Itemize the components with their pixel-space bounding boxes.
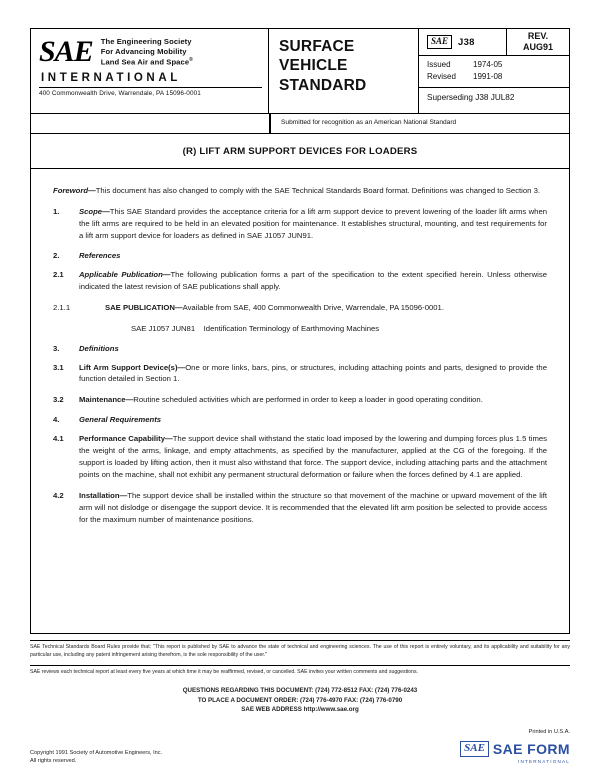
section-2-1-label: Applicable Publication— — [79, 269, 171, 279]
section-3-1-text: One or more links, bars, pins, or structures, including attaching points and parts, designed to provide the function detailed in Section 1. — [79, 362, 547, 384]
section-2-heading — [53, 251, 547, 260]
header-logo-block — [31, 29, 269, 113]
footer-disclaimer-2: SAE reviews each technical report at least every five years at which time it may be reaffirmed, revised, or cancelled. SAE invites your written comments and suggestions. — [30, 668, 418, 675]
section-2-number: 2. — [53, 250, 60, 260]
printed-in: Printed in U.S.A. — [528, 729, 570, 736]
section-3-2-number: 3.2 — [53, 395, 64, 405]
submitted-divider — [269, 114, 271, 133]
section-3-1-label: Lift Arm Support Device(s)— — [79, 362, 186, 372]
section-4-1-text: The support device shall withstand the static load imposed by the lowering and dumping forces plus 1.5 times the weight of the arms, linkage, and empty attachments, as specified by the manufacturer, applied at the CG of the foregoing. If the support is loaded by lifting action, then it must also withstand that force. The support device, including attaching parts and the attachment points on the machine, shall not exhibit any permanent structural deformation or failure when the forces defined by 4.1 are applied. — [79, 434, 547, 480]
section-3-2-text: Routine scheduled activities which are performed in order to keep a loader in good operating condition. — [133, 395, 483, 405]
footer-contact-line-2: TO PLACE A DOCUMENT ORDER: (724) 776-4970 FAX: (724) 776-0790 — [197, 696, 403, 704]
tagline-line-1: The Engineering Society — [100, 37, 192, 46]
foreword-label: Foreword— — [53, 186, 96, 195]
page-title: (R) LIFT ARM SUPPORT DEVICES FOR LOADERS — [182, 145, 418, 157]
document-title-box — [30, 134, 570, 169]
doc-number: J38 — [458, 36, 475, 48]
section-3-heading — [53, 344, 547, 353]
submitted-bar — [30, 114, 570, 134]
footer-mark-block — [460, 728, 570, 765]
section-4-2-number: 4.2 — [53, 491, 64, 501]
footer-rule-mid — [30, 665, 570, 666]
dates-cell — [419, 56, 569, 88]
tagline-line-2: For Advancing Mobility — [100, 47, 187, 57]
rev-value: AUG91 — [522, 42, 553, 53]
rev-label: REV. — [527, 31, 549, 41]
section-1-label: Scope— — [79, 206, 110, 216]
doc-type-line-1: SURFACE — [279, 38, 355, 55]
revised-value: 1991-08 — [473, 72, 503, 81]
section-4-2-label: Installation— — [79, 491, 128, 501]
section-1-text: This SAE Standard provides the acceptance criteria for a lift arm support device to prevent lowering of the loader lift arms when the lift arms are required to be held in an elevated position for maintenance. It establishes structural, mounting, and test requirements for a lift arm support device for loaders as defined in SAE J1057 JUN91. — [79, 206, 547, 240]
header-divider-rule — [39, 87, 262, 88]
section-2-1 — [53, 269, 547, 293]
footer-disclaimer-1: SAE Technical Standards Board Rules provide that: "This report is published by SAE to advance the state of technical and engineering sciences. The use of this report is entirely voluntary, and its applicability and suitability for any particular use, including any patent infringement arising therefrom, is the sole responsibility of the user." — [30, 644, 570, 658]
section-2-1-number: 2.1 — [53, 269, 64, 279]
doc-type-line-2: VEHICLE — [279, 57, 348, 75]
section-3-number: 3. — [53, 343, 60, 353]
section-4-2 — [53, 490, 547, 526]
sae-logo: SAE — [39, 35, 93, 68]
footer-contact-line-3[interactable]: SAE WEB ADDRESS http://www.sae.org — [241, 705, 359, 713]
document-body — [30, 169, 570, 634]
section-4-1-label: Performance Capability— — [79, 434, 173, 444]
foreword-paragraph — [53, 185, 547, 197]
section-2-label: References — [79, 250, 121, 260]
section-1-scope — [53, 206, 547, 242]
footer-bottom-row — [30, 728, 570, 765]
sae-badge-icon: SAE — [427, 35, 452, 48]
section-3-2 — [53, 394, 547, 406]
document-footer — [30, 640, 570, 766]
section-2-1-1-number: 2.1.1 — [53, 302, 71, 312]
tagline-line-3: Land Sea Air and Space® — [100, 57, 193, 67]
foreword-text: This document has also changed to comply with the SAE Technical Standards Board format. Definitions was changed to Section 3. — [95, 186, 540, 195]
revision-cell — [507, 29, 569, 55]
footer-contact-line-1: QUESTIONS REGARDING THIS DOCUMENT: (724) 772-8512 FAX: (724) 776-0243 — [182, 687, 418, 695]
section-4-2-text: The support device shall be installed within the structure so that movement of the machine or upward movement of the lift arm will not dislodge or disengage the support device. It is recommended that the elevated lift arm position be selected to provide access for the maximum number of maintenance positions. — [79, 491, 547, 524]
section-3-1 — [53, 362, 547, 386]
sae-international-wordmark: INTERNATIONAL — [41, 71, 181, 84]
sae-international-sub: INTERNATIONAL — [517, 758, 570, 764]
sae-badge-blue-icon: SAE — [460, 741, 489, 757]
section-3-label: Definitions — [79, 343, 119, 353]
submitted-note: Submitted for recognition as an American National Standard — [281, 119, 457, 126]
section-3-1-number: 3.1 — [53, 362, 64, 372]
issued-label: Issued — [427, 60, 451, 69]
section-4-label: General Requirements — [79, 415, 162, 425]
sae-form-label: SAE FORM — [492, 740, 570, 757]
section-2-1-1-text: Available from SAE, 400 Commonwealth Drive, Warrendale, PA 15096-0001. — [182, 302, 444, 312]
copyright-block — [30, 749, 162, 766]
section-4-heading — [53, 415, 547, 424]
sae-form-mark — [460, 739, 570, 760]
issued-value: 1974-05 — [473, 60, 503, 69]
sae-address: 400 Commonwealth Drive, Warrendale, PA 15096-0001 — [39, 89, 201, 97]
header-meta-block — [419, 29, 569, 113]
section-1-number: 1. — [53, 206, 60, 216]
section-2-1-1-label: SAE PUBLICATION— — [105, 302, 183, 312]
reference-entry — [53, 323, 547, 335]
footer-contact-block — [30, 686, 570, 714]
doc-number-cell — [419, 29, 507, 55]
document-header — [30, 28, 570, 114]
footer-rule-top — [30, 640, 570, 641]
section-4-1-number: 4.1 — [53, 434, 64, 444]
superseding-cell: Superseding J38 JUL82 — [427, 93, 515, 102]
copyright-line-2: All rights reserved. — [30, 758, 77, 765]
reference-number: SAE J1057 JUN81 — [131, 323, 196, 333]
section-2-1-text: The following publication forms a part of the specification to the extent specified herein. Unless otherwise indicated the latest revision of SAE publications shall apply. — [79, 269, 547, 291]
section-4-1 — [53, 433, 547, 481]
copyright-line-1: Copyright 1991 Society of Automotive Engineers, Inc. — [30, 749, 163, 756]
section-3-2-label: Maintenance— — [79, 395, 134, 405]
sae-tagline — [101, 35, 193, 68]
revised-label: Revised — [427, 72, 456, 81]
section-4-number: 4. — [53, 415, 60, 425]
section-2-1-1 — [53, 302, 547, 314]
document-type-block — [269, 29, 419, 113]
reference-title: Identification Terminology of Earthmoving Machines — [203, 323, 380, 333]
doc-type-line-3: STANDARD — [279, 76, 367, 94]
